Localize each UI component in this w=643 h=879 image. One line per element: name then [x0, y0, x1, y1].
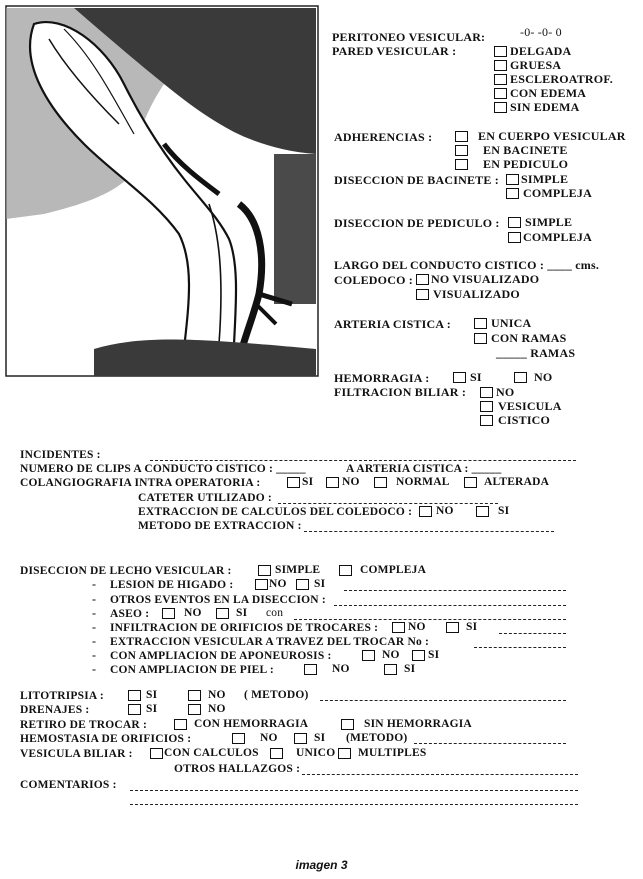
- bullet-piel: -: [92, 662, 96, 676]
- dis-pediculo-opt-0: SIMPLE: [525, 215, 573, 229]
- incidentes-line[interactable]: [150, 460, 576, 461]
- lesion-no-checkbox[interactable]: [255, 579, 268, 590]
- vesicula-opt-2: MULTIPLES: [358, 747, 427, 759]
- dis-bacinete-compleja-checkbox[interactable]: [506, 188, 519, 199]
- otros-hallazgos-label: OTROS HALLAZGOS :: [174, 763, 301, 775]
- adh-bacinete-checkbox[interactable]: [455, 145, 468, 156]
- infiltracion-opt-1: SI: [466, 621, 478, 633]
- vesicula-con-calculos-checkbox[interactable]: [150, 748, 163, 759]
- comentarios-label: COMENTARIOS :: [20, 779, 117, 791]
- retiro-opt-1: SIN HEMORRAGIA: [364, 718, 472, 730]
- peritoneo-symbols: -0- -0- 0: [520, 25, 562, 39]
- colang-normal-checkbox[interactable]: [374, 477, 387, 488]
- extraccion-calc-si-checkbox[interactable]: [476, 506, 489, 517]
- ramas-label: _____ RAMAS: [496, 346, 576, 360]
- infiltracion-line[interactable]: [499, 633, 566, 634]
- cateter-line[interactable]: [278, 503, 498, 504]
- litotripsia-line[interactable]: [320, 700, 566, 701]
- adh-pediculo-checkbox[interactable]: [455, 159, 468, 170]
- hemostasia-opt-1: SI: [314, 732, 326, 744]
- arteria-con-ramas-checkbox[interactable]: [474, 333, 487, 344]
- filtracion-opt-0: NO: [496, 385, 515, 399]
- pared-sin-edema-checkbox[interactable]: [494, 102, 507, 113]
- vesicula-opt-0: CON CALCULOS: [164, 747, 259, 759]
- lecho-compleja-checkbox[interactable]: [339, 565, 352, 576]
- filtracion-opt-1: VESICULA: [498, 399, 562, 413]
- hemorragia-no-checkbox[interactable]: [514, 372, 527, 383]
- aponeurosis-opt-0: NO: [382, 649, 400, 661]
- bullet-otros-eventos: -: [92, 592, 96, 606]
- piel-si-checkbox[interactable]: [384, 664, 397, 675]
- bullet-infiltracion: -: [92, 620, 96, 634]
- incidentes-label: INCIDENTES :: [20, 449, 101, 461]
- filtracion-no-checkbox[interactable]: [480, 387, 493, 398]
- adh-opt-1: EN BACINETE: [483, 143, 568, 157]
- metodo-label: METODO DE EXTRACCION :: [138, 520, 302, 532]
- metodo-line[interactable]: [304, 531, 554, 532]
- arteria-label: ARTERIA CISTICA :: [334, 317, 452, 331]
- dis-bacinete-simple-checkbox[interactable]: [506, 174, 519, 185]
- pared-con-edema-checkbox[interactable]: [494, 88, 507, 99]
- aseo-opt-1: SI: [236, 607, 248, 619]
- extraccion-ves-label: EXTRACCION VESICULAR A TRAVEZ DEL TROCAR No :: [110, 636, 430, 648]
- arteria-opt-0: UNICA: [491, 316, 532, 330]
- pared-escleroatrof-checkbox[interactable]: [494, 74, 507, 85]
- pared-opt-0: DELGADA: [510, 44, 572, 58]
- pared-gruesa-checkbox[interactable]: [494, 60, 507, 71]
- piel-label: CON AMPLIACION DE PIEL :: [110, 664, 274, 676]
- aseo-no-checkbox[interactable]: [162, 608, 175, 619]
- adh-cuerpo-checkbox[interactable]: [455, 131, 468, 142]
- extraccion-calc-no-checkbox[interactable]: [419, 506, 432, 517]
- litotripsia-si-checkbox[interactable]: [128, 690, 141, 701]
- largo-label: LARGO DEL CONDUCTO CISTICO : ____ cms.: [334, 258, 600, 272]
- adh-opt-0: EN CUERPO VESICULAR: [478, 129, 626, 143]
- otros-eventos-line[interactable]: [334, 605, 566, 606]
- vesicula-label: VESICULA BILIAR :: [20, 748, 133, 760]
- drenajes-opt-1: NO: [208, 703, 226, 715]
- vesicula-multiples-checkbox[interactable]: [338, 748, 351, 759]
- aseo-opt-0: NO: [184, 607, 202, 619]
- lecho-opt-1: COMPLEJA: [360, 564, 427, 576]
- coledoco-opt-1: VISUALIZADO: [433, 287, 520, 301]
- dis-pediculo-opt-1: COMPLEJA: [523, 230, 592, 244]
- drenajes-label: DRENAJES :: [20, 704, 90, 716]
- litotripsia-opt-1: NO: [208, 689, 226, 701]
- coledoco-no-visualizado-checkbox[interactable]: [416, 274, 429, 285]
- dis-bacinete-opt-1: COMPLEJA: [523, 186, 592, 200]
- dis-bacinete-label: DISECCION DE BACINETE :: [334, 173, 499, 187]
- coledoco-opt-0: NO VISUALIZADO: [431, 272, 540, 286]
- pared-opt-1: GRUESA: [510, 58, 562, 72]
- aponeurosis-si-checkbox[interactable]: [412, 650, 425, 661]
- hemostasia-opt-0: NO: [260, 732, 278, 744]
- colang-label: COLANGIOGRAFIA INTRA OPERATORIA :: [20, 477, 261, 489]
- aponeurosis-opt-1: SI: [428, 649, 440, 661]
- hemostasia-no-checkbox[interactable]: [232, 733, 245, 744]
- aponeurosis-no-checkbox[interactable]: [362, 650, 375, 661]
- pared-label: PARED VESICULAR :: [332, 44, 457, 58]
- lesion-opt-1: SI: [314, 578, 326, 590]
- dis-pediculo-label: DISECCION DE PEDICULO :: [334, 216, 500, 230]
- cateter-label: CATETER UTILIZADO :: [138, 492, 272, 504]
- retiro-sin-hemorragia-checkbox[interactable]: [341, 719, 354, 730]
- dis-pediculo-simple-checkbox[interactable]: [508, 217, 521, 228]
- lecho-opt-0: SIMPLE: [275, 564, 321, 576]
- piel-no-checkbox[interactable]: [304, 664, 317, 675]
- comentarios-line-1[interactable]: [130, 790, 578, 791]
- colang-opt-3: ALTERADA: [484, 476, 550, 488]
- infiltracion-no-checkbox[interactable]: [392, 622, 405, 633]
- extraccion-calc-opt-1: SI: [498, 505, 510, 517]
- bullet-aponeurosis: -: [92, 648, 96, 662]
- infiltracion-label: INFILTRACION DE ORIFICIOS DE TROCARES :: [110, 622, 379, 634]
- arteria-opt-1: CON RAMAS: [491, 331, 567, 345]
- aseo-si-checkbox[interactable]: [216, 608, 229, 619]
- drenajes-si-checkbox[interactable]: [128, 704, 141, 715]
- hemostasia-metodo-label: (METODO): [346, 732, 408, 744]
- lesion-opt-0: NO: [269, 578, 287, 590]
- retiro-opt-0: CON HEMORRAGIA: [194, 718, 309, 730]
- lesion-label: LESION DE HIGADO :: [110, 579, 234, 591]
- clips-arteria-label: A ARTERIA CISTICA : _____: [346, 463, 502, 475]
- comentarios-line-2[interactable]: [130, 804, 578, 805]
- dis-pediculo-compleja-checkbox[interactable]: [508, 232, 521, 243]
- drenajes-no-checkbox[interactable]: [188, 704, 201, 715]
- vesicula-opt-1: UNICO: [296, 747, 336, 759]
- litotripsia-metodo-label: ( METODO): [244, 689, 309, 701]
- extraccion-ves-line[interactable]: [474, 647, 566, 648]
- retiro-con-hemorragia-checkbox[interactable]: [174, 719, 187, 730]
- extraccion-calc-opt-0: NO: [436, 505, 454, 517]
- aponeurosis-label: CON AMPLIACION DE APONEUROSIS :: [110, 650, 332, 662]
- infiltracion-opt-0: NO: [408, 621, 426, 633]
- form-sheet: [4, 4, 634, 844]
- hemostasia-line[interactable]: [414, 743, 566, 744]
- lecho-simple-checkbox[interactable]: [258, 565, 271, 576]
- filtracion-label: FILTRACION BILIAR :: [334, 385, 467, 399]
- litotripsia-opt-0: SI: [146, 689, 158, 701]
- pared-opt-2: ESCLEROATROF.: [510, 72, 613, 86]
- bullet-lesion: -: [92, 577, 96, 591]
- hemostasia-label: HEMOSTASIA DE ORIFICIOS :: [20, 733, 192, 745]
- filtracion-cistico-checkbox[interactable]: [480, 415, 493, 426]
- colang-alterada-checkbox[interactable]: [464, 477, 477, 488]
- lesion-si-checkbox[interactable]: [296, 579, 309, 590]
- litotripsia-label: LITOTRIPSIA :: [20, 690, 104, 702]
- pared-opt-4: SIN EDEMA: [510, 100, 580, 114]
- piel-opt-0: NO: [332, 663, 350, 675]
- peritoneo-label: PERITONEO VESICULAR:: [332, 30, 486, 44]
- aseo-con-label: con: [266, 607, 284, 619]
- aseo-line[interactable]: [294, 619, 566, 620]
- hemorragia-si-checkbox[interactable]: [453, 372, 466, 383]
- pared-delgada-checkbox[interactable]: [494, 46, 507, 57]
- otros-eventos-label: OTROS EVENTOS EN LA DISECCION :: [110, 594, 326, 606]
- clips-label: NUMERO DE CLIPS A CONDUCTO CISTICO : _____: [20, 463, 306, 475]
- colang-opt-1: NO: [342, 476, 360, 488]
- arteria-unica-checkbox[interactable]: [474, 318, 487, 329]
- hemostasia-si-checkbox[interactable]: [294, 733, 307, 744]
- filtracion-vesicula-checkbox[interactable]: [480, 401, 493, 412]
- colang-opt-0: SI: [302, 476, 314, 488]
- adherencias-label: ADHERENCIAS :: [334, 130, 433, 144]
- filtracion-opt-2: CISTICO: [498, 413, 551, 427]
- aseo-label: ASEO :: [110, 608, 150, 620]
- retiro-label: RETIRO DE TROCAR :: [20, 719, 148, 731]
- pared-opt-3: CON EDEMA: [510, 86, 587, 100]
- bullet-aseo: -: [92, 606, 96, 620]
- gallbladder-illustration: [4, 4, 324, 384]
- hemorragia-label: HEMORRAGIA :: [334, 371, 430, 385]
- dis-bacinete-opt-0: SIMPLE: [521, 172, 569, 186]
- otros-hallazgos-line[interactable]: [302, 774, 578, 775]
- lecho-label: DISECCION DE LECHO VESICULAR :: [20, 565, 232, 577]
- colang-no-checkbox[interactable]: [326, 477, 339, 488]
- infiltracion-si-checkbox[interactable]: [446, 622, 459, 633]
- hemorragia-opt-0: SI: [470, 370, 482, 384]
- adh-opt-2: EN PEDICULO: [483, 157, 569, 171]
- drenajes-opt-0: SI: [146, 703, 158, 715]
- vesicula-unico-checkbox[interactable]: [270, 748, 283, 759]
- coledoco-label: COLEDOCO :: [334, 273, 414, 287]
- coledoco-visualizado-checkbox[interactable]: [416, 289, 429, 300]
- piel-opt-1: SI: [404, 663, 416, 675]
- colang-si-checkbox[interactable]: [287, 477, 300, 488]
- extraccion-calc-label: EXTRACCION DE CALCULOS DEL COLEDOCO :: [138, 506, 413, 518]
- figure-caption: imagen 3: [295, 858, 348, 872]
- lesion-line[interactable]: [344, 590, 566, 591]
- hemorragia-opt-1: NO: [534, 370, 553, 384]
- litotripsia-no-checkbox[interactable]: [188, 690, 201, 701]
- colang-opt-2: NORMAL: [396, 476, 450, 488]
- bullet-extraccion-ves: -: [92, 634, 96, 648]
